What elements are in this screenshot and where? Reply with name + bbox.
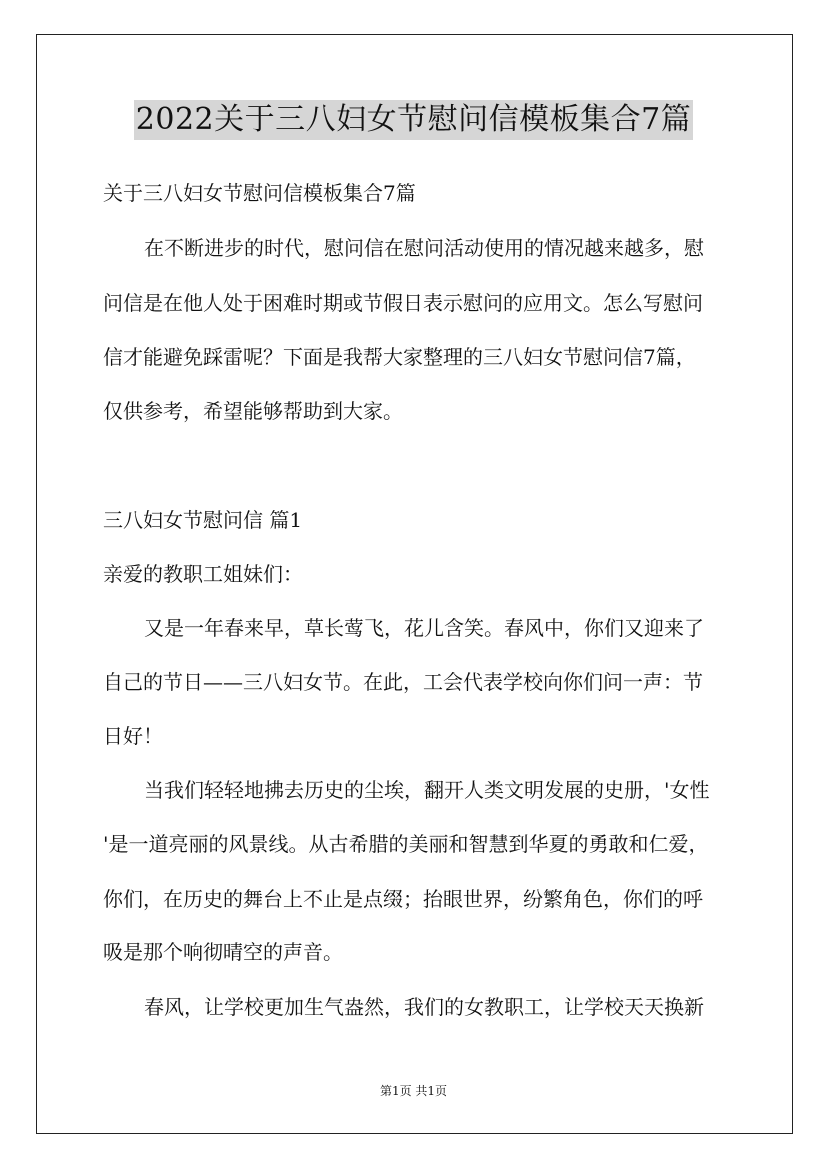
para2-line-4: 吸是那个响彻晴空的声音。 [103, 940, 343, 964]
page-footer: 第1页 共1页 [379, 1084, 448, 1098]
para2-line-2: '是一道亮丽的风景线。从古希腊的美丽和智慧到华夏的勇敢和仁爱， [103, 832, 709, 856]
para1-line-1: 又是一年春来早，草长莺飞，花儿含笑。春风中，你们又迎来了 [144, 616, 704, 640]
intro-line-3: 信才能避免踩雷呢？下面是我帮大家整理的三八妇女节慰问信7篇， [103, 345, 696, 369]
para3-line-1: 春风，让学校更加生气盎然，我们的女教职工，让学校天天换新 [144, 995, 704, 1019]
document-subtitle: 关于三八妇女节慰问信模板集合7篇 [103, 181, 416, 205]
document-title: 2022关于三八妇女节慰问信模板集合7篇 [134, 100, 693, 140]
salutation: 亲爱的教职工姐妹们： [103, 562, 303, 586]
para2-line-1: 当我们轻轻地拂去历史的尘埃，翻开人类文明发展的史册，'女性 [144, 778, 710, 802]
para1-line-3: 日好！ [103, 724, 163, 748]
title-container [0, 100, 827, 140]
intro-line-1: 在不断进步的时代，慰问信在慰问活动使用的情况越来越多，慰 [144, 236, 704, 260]
intro-line-2: 问信是在他人处于困难时期或节假日表示慰问的应用文。怎么写慰问 [103, 291, 703, 315]
para1-line-2: 自己的节日——三八妇女节。在此，工会代表学校向你们问一声：节 [103, 670, 703, 694]
intro-line-4: 仅供参考，希望能够帮助到大家。 [103, 399, 403, 423]
section-heading: 三八妇女节慰问信 篇1 [103, 508, 303, 532]
para2-line-3: 你们，在历史的舞台上不止是点缀；抬眼世界，纷繁角色，你们的呼 [103, 887, 703, 911]
